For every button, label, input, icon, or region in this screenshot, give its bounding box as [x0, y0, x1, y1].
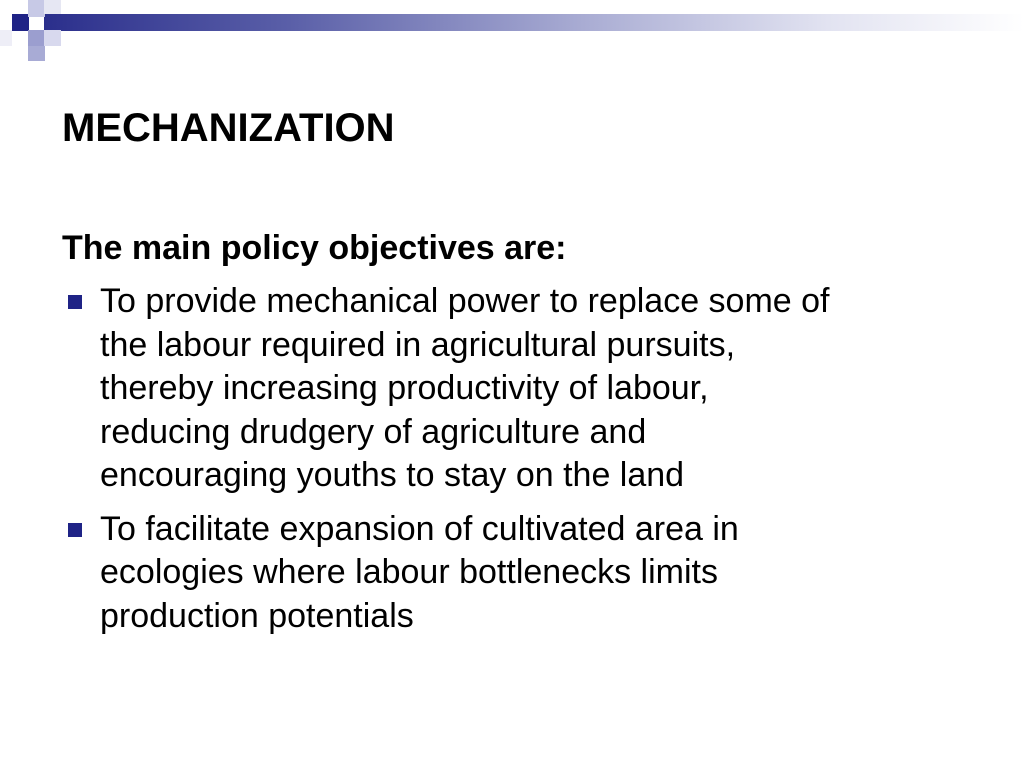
bullet-line: thereby increasing productivity of labour, — [100, 369, 709, 407]
bullet-list — [62, 280, 982, 648]
square-bullet-icon — [68, 295, 82, 309]
header-decoration — [0, 0, 1024, 62]
header-square — [0, 30, 12, 46]
header-square — [28, 46, 45, 61]
bullet-line: reducing drudgery of agriculture and — [100, 412, 647, 451]
header-square — [28, 30, 45, 46]
bullet-line: To provide mechanical power to replace some of — [100, 282, 830, 320]
header-square — [12, 14, 29, 31]
slide-title: MECHANIZATION — [62, 106, 395, 150]
bullet-line: To facilitate expansion of cultivated area in — [100, 509, 739, 548]
bullet-item — [62, 280, 982, 498]
header-gradient-bar — [44, 14, 1024, 31]
square-bullet-icon — [68, 523, 82, 537]
slide-subheading: The main policy objectives are: — [62, 229, 567, 267]
bullet-line: encouraging youths to stay on the land — [100, 456, 685, 494]
header-square — [44, 0, 61, 14]
bullet-line: the labour required in agricultural pursuits, — [100, 325, 736, 364]
bullet-line: production potentials — [100, 596, 414, 635]
header-square — [44, 30, 61, 46]
bullet-item — [62, 508, 982, 639]
bullet-line: ecologies where labour bottlenecks limits — [100, 553, 718, 591]
header-square — [28, 0, 45, 17]
